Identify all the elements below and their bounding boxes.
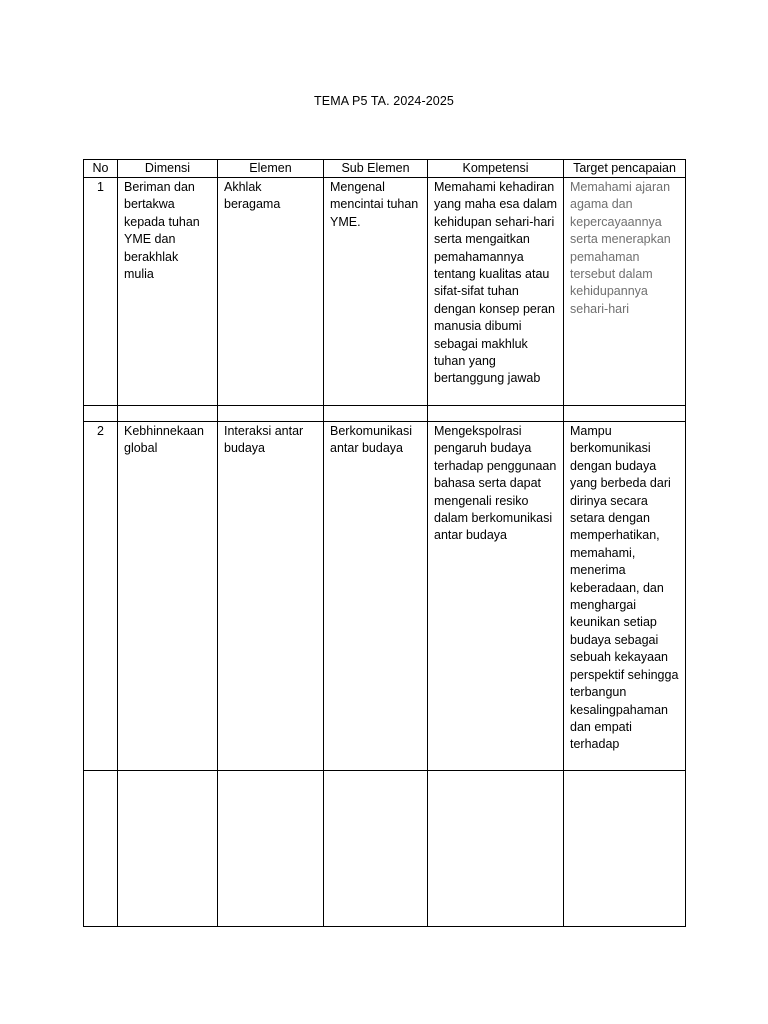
- table-row: [84, 422, 686, 771]
- empty-cell: [324, 406, 428, 422]
- table-header-row: [84, 160, 686, 178]
- table-empty-row: [84, 771, 686, 927]
- cell-dimensi: Kebhinnekaan global: [118, 422, 218, 771]
- p5-theme-table: [83, 159, 686, 927]
- cell-sub-elemen: Mengenal mencintai tuhan YME.: [324, 178, 428, 406]
- cell-kompetensi: Mengekspolrasi pengaruh budaya terhadap penggunaan bahasa serta dapat mengenali resiko dalam berkomunikasi antar budaya: [428, 422, 564, 771]
- empty-cell: [564, 771, 686, 927]
- empty-cell: [218, 406, 324, 422]
- cell-no: 1: [84, 178, 118, 406]
- cell-target-pencapaian: Memahami ajaran agama dan kepercayaannya serta menerapkan pemahaman tersebut dalam kehidupannya sehari-hari: [564, 178, 686, 406]
- empty-cell: [428, 771, 564, 927]
- empty-cell: [84, 406, 118, 422]
- header-kompetensi: Kompetensi: [428, 160, 564, 178]
- cell-no: 2: [84, 422, 118, 771]
- cell-kompetensi: Memahami kehadiran yang maha esa dalam kehidupan sehari-hari serta mengaitkan pemahamannya tentang kualitas atau sifat-sifat tuhan dengan konsep peran manusia dibumi sebagai makhluk tuhan yang bertanggung jawab: [428, 178, 564, 406]
- empty-cell: [118, 771, 218, 927]
- empty-cell: [218, 771, 324, 927]
- header-sub-elemen: Sub Elemen: [324, 160, 428, 178]
- cell-dimensi: Beriman dan bertakwa kepada tuhan YME dan berakhlak mulia: [118, 178, 218, 406]
- empty-cell: [428, 406, 564, 422]
- empty-cell: [84, 771, 118, 927]
- cell-sub-elemen: Berkomunikasi antar budaya: [324, 422, 428, 771]
- header-elemen: Elemen: [218, 160, 324, 178]
- empty-cell: [118, 406, 218, 422]
- table-row: [84, 178, 686, 406]
- cell-elemen: Akhlak beragama: [218, 178, 324, 406]
- document-title: TEMA P5 TA. 2024-2025: [314, 94, 454, 108]
- header-dimensi: Dimensi: [118, 160, 218, 178]
- table-spacer-row: [84, 406, 686, 422]
- empty-cell: [564, 406, 686, 422]
- cell-target-pencapaian: Mampu berkomunikasi dengan budaya yang berbeda dari dirinya secara setara dengan memperhatikan, memahami, menerima keberadaan, dan menghargai keunikan setiap budaya sebagai sebuah kekayaan perspektif sehingga terbangun kesalingpahaman dan empati terhadap: [564, 422, 686, 771]
- header-no: No: [84, 160, 118, 178]
- empty-cell: [324, 771, 428, 927]
- cell-elemen: Interaksi antar budaya: [218, 422, 324, 771]
- header-target-pencapaian: Target pencapaian: [564, 160, 686, 178]
